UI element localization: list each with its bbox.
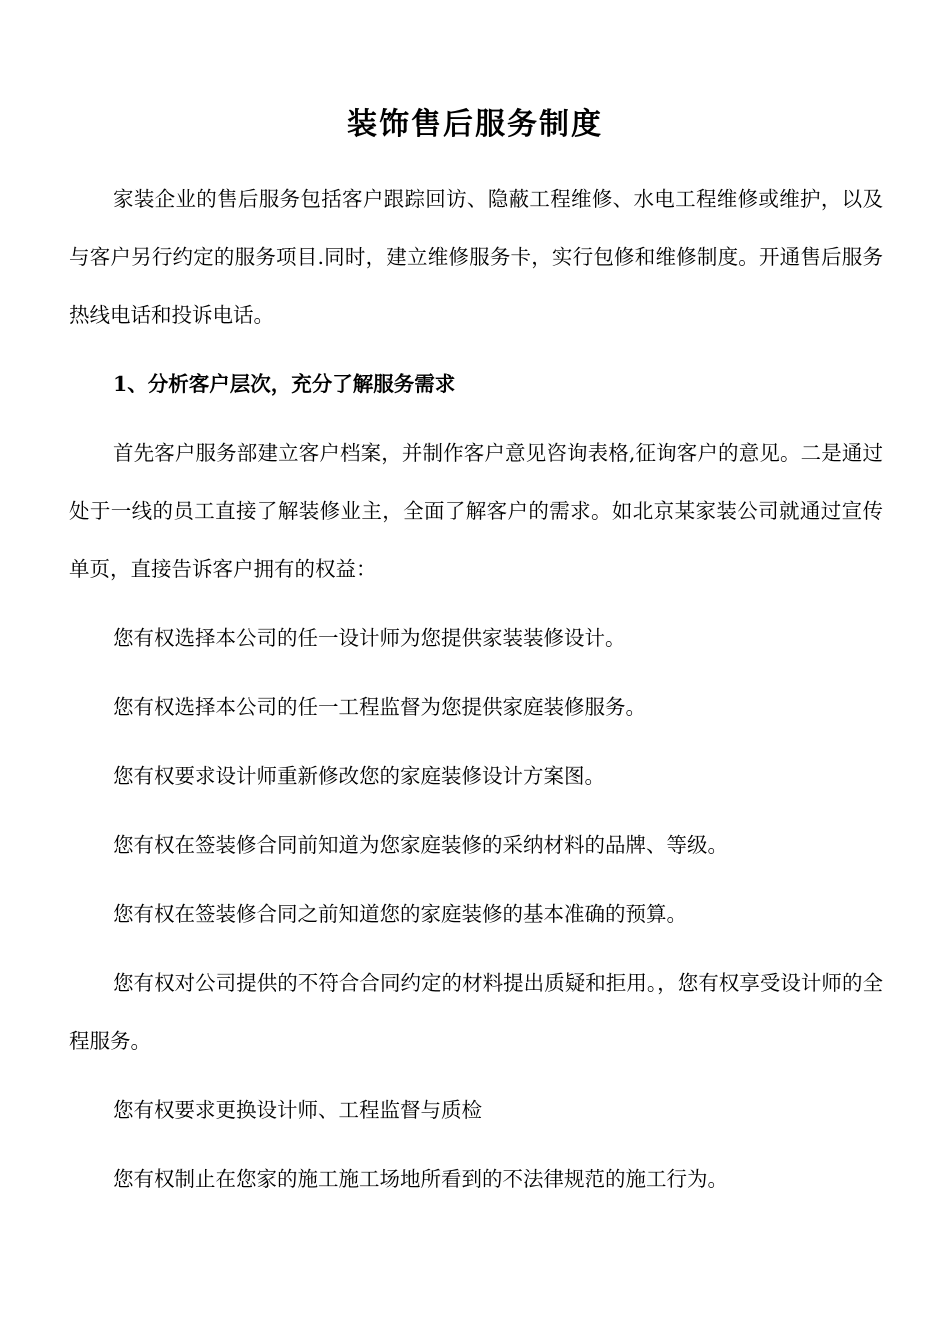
- customer-research-paragraph: 首先客户服务部建立客户档案，并制作客户意见咨询表格,征询客户的意见。二是通过处于一线的员工直接了解装修业主，全面了解客户的需求。如北京某家装公司就通过宣传单页，直接告诉客户拥有的权益：: [69, 441, 883, 581]
- section-heading: 1、分析客户层次，充分了解服务需求: [113, 372, 456, 396]
- right-item-redesign: 您有权要求设计师重新修改您的家庭装修设计方案图。: [113, 764, 605, 788]
- right-item-stop-violations: 您有权制止在您家的施工施工场地所看到的不法律规范的施工行为。: [113, 1167, 728, 1191]
- right-item-supervisor: 您有权选择本公司的任一工程监督为您提供家庭装修服务。: [113, 695, 646, 719]
- right-item-budget: 您有权在签装修合同之前知道您的家庭装修的基本准确的预算。: [113, 902, 687, 926]
- right-item-replace-staff: 您有权要求更换设计师、工程监督与质检: [113, 1098, 482, 1122]
- document-title: 装饰售后服务制度: [347, 107, 603, 142]
- right-item-materials: 您有权在签装修合同前知道为您家庭装修的采纳材料的品牌、等级。: [113, 833, 728, 857]
- intro-paragraph: 家装企业的售后服务包括客户跟踪回访、隐蔽工程维修、水电工程维修或维护，以及与客户另行约定的服务项目.同时，建立维修服务卡，实行包修和维修制度。开通售后服务热线电话和投诉电话。: [69, 187, 883, 327]
- document-body: [69, 170, 883, 1208]
- right-item-reject-materials: 您有权对公司提供的不符合合同约定的材料提出质疑和拒用。，您有权享受设计师的全程服务。: [69, 971, 883, 1053]
- right-item-designer: 您有权选择本公司的任一设计师为您提供家装装修设计。: [113, 626, 626, 650]
